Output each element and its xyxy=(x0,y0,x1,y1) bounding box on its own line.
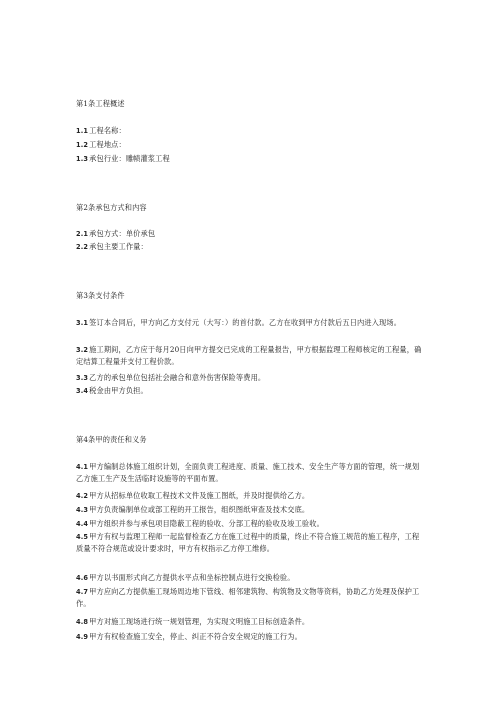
clause-number: 2.1 xyxy=(76,230,89,238)
clause-number: 3.2 xyxy=(76,346,89,354)
clause-text: 甲方从招标单位收取工程技术文件及施工图纸，并及时提供给乙方。 xyxy=(89,491,310,500)
clause-number: 3.3 xyxy=(76,374,89,382)
clause-4-5 xyxy=(76,531,424,555)
clause-text: 税金由甲方负担。 xyxy=(89,386,148,395)
clause-number: 3.4 xyxy=(76,387,89,395)
clause-number: 4.4 xyxy=(76,520,89,528)
clause-number: 4.9 xyxy=(76,633,89,641)
clause-text: 甲方组织并参与承包项目隐蔽工程的验收、分部工程的验收及竣工验收。 xyxy=(89,519,324,528)
clause-number: 4.8 xyxy=(76,618,89,626)
clause-text: 乙方的承包单位包括社会融合和意外伤害保险等费用。 xyxy=(89,373,266,382)
clause-text: 工程名称： xyxy=(89,126,126,135)
clause-2-1 xyxy=(76,229,155,239)
clause-1-1 xyxy=(76,126,126,136)
clause-3-2 xyxy=(76,344,424,368)
clause-text: 甲方有权检查施工安全，停止、纠正不符合安全规定的施工行为。 xyxy=(89,632,302,641)
clause-text: 施工期间，乙方应于每月20日向甲方提交已完成的工程量报告，甲方根据监理工程师核定的工程量，确定结算工程量并支付工程价款。 xyxy=(76,345,422,366)
section-3-heading: 第3条支付条件 xyxy=(76,291,125,300)
clause-text: 甲方对施工现场进行统一规划管理，为实现文明施工目标创造条件。 xyxy=(89,617,310,626)
clause-4-9 xyxy=(76,632,302,642)
clause-4-1 xyxy=(76,461,424,485)
clause-number: 4.2 xyxy=(76,492,89,500)
section-1-heading: 第1条工程概述 xyxy=(76,99,125,108)
clause-2-2 xyxy=(76,242,148,252)
clause-text: 承包主要工作量： xyxy=(89,242,148,251)
clause-text: 甲方以书面形式向乙方提供水平点和坐标控制点进行交换检验。 xyxy=(89,573,295,582)
clause-text: 甲方负责编制单位或部工程的开工报告，组织图纸审查及技术交底。 xyxy=(89,505,310,514)
clause-3-1 xyxy=(76,317,424,329)
clause-4-6 xyxy=(76,573,295,583)
clause-number: 1.2 xyxy=(76,141,89,149)
section-2-heading: 第2条承包方式和内容 xyxy=(76,203,147,212)
clause-4-7 xyxy=(76,586,424,610)
clause-number: 4.5 xyxy=(76,533,89,541)
clause-text: 承包方式：单价承包 xyxy=(89,229,156,238)
clause-text: 工程地点： xyxy=(89,140,126,149)
section-4-heading: 第4条甲的责任和义务 xyxy=(76,435,147,444)
clause-text: 甲方编制总体施工组织计划，全面负责工程进度、质量、施工技术、安全生产等方面的管理，统一规划乙方施工生产及生活临时设施等的平面布置。 xyxy=(76,462,420,483)
clause-number: 4.3 xyxy=(76,506,89,514)
clause-4-4 xyxy=(76,519,324,529)
clause-number: 4.6 xyxy=(76,574,89,582)
clause-number: 1.1 xyxy=(76,127,89,135)
clause-number: 2.2 xyxy=(76,243,89,251)
clause-number: 3.1 xyxy=(76,319,89,327)
clause-4-2 xyxy=(76,491,309,501)
clause-number: 4.1 xyxy=(76,463,89,471)
clause-1-3 xyxy=(76,154,170,164)
clause-1-2 xyxy=(76,140,126,150)
clause-3-3 xyxy=(76,373,265,383)
clause-text: 承包行业：雕帻灌浆工程 xyxy=(89,154,170,163)
clause-text: 签订本合同后，甲方向乙方支付元（大写：）的首付款。乙方在收到甲方付款后五日内进入现场。 xyxy=(89,318,402,327)
clause-text: 甲方应向乙方提供施工现场周边地下管线、相邻建筑物、构筑物及文物等资料，协助乙方处理及保护工作。 xyxy=(76,587,420,608)
clause-text: 甲方有权与监理工程师一起监督检查乙方在施工过程中的质量，终止不符合施工规范的施工程序，工程质量不符合规范或设计要求时，甲方有权指示乙方停工维修。 xyxy=(76,532,420,553)
clause-number: 1.3 xyxy=(76,155,89,163)
clause-number: 4.7 xyxy=(76,588,89,596)
clause-4-3 xyxy=(76,505,309,515)
clause-3-4 xyxy=(76,386,148,396)
clause-4-8 xyxy=(76,617,309,627)
